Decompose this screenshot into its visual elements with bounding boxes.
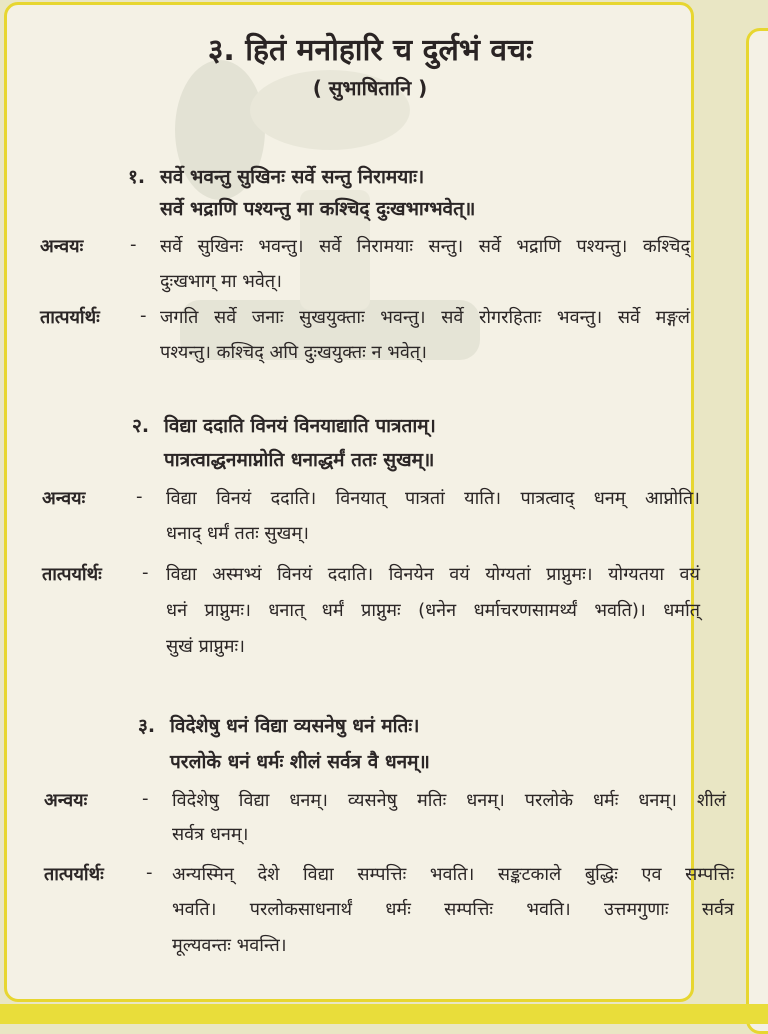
tatparya-line: विद्या अस्मभ्यं विनयं ददाति। विनयेन वयं योग्यतां प्राप्नुमः। योग्यतया वयं (166, 564, 700, 585)
label-dash: - (142, 562, 149, 583)
tatparya-line: भवति। परलोकसाधनार्थं धर्मः सम्पत्तिः भवति। उत्तमगुणाः सर्वत्र (172, 899, 734, 920)
tatparya-line: अन्यस्मिन् देशे विद्या सम्पत्तिः भवति। सङ्कटकाले बुद्धिः एव सम्पत्तिः (172, 864, 734, 885)
verse-line: विदेशेषु धनं विद्या व्यसनेषु धनं मतिः। (170, 715, 420, 737)
anvaya-line: धनाद् धर्मं ततः सुखम्। (166, 523, 309, 544)
tatparya-line: मूल्यवन्तः भवन्ति। (172, 935, 287, 956)
tatparya-label: तात्पर्यार्थः (42, 564, 102, 585)
tatparya-line: सुखं प्राप्नुमः। (166, 636, 245, 657)
verse-line: पात्रत्वाद्धनमाप्नोति धनाद्धर्मं ततः सुखम्॥ (164, 449, 435, 471)
label-dash: - (130, 234, 137, 255)
tatparya-line: जगति सर्वे जनाः सुखयुक्ताः भवन्तु। सर्वे रोगरहिताः भवन्तु। सर्वे मङ्गलं (160, 307, 690, 328)
label-dash: - (140, 305, 147, 326)
lesson-title: ३. हितं मनोहारि च दुर्लभं वचः (207, 33, 533, 68)
tatparya-label: तात्पर्यार्थः (40, 307, 100, 328)
label-dash: - (136, 486, 143, 507)
anvaya-label: अन्वयः (40, 236, 84, 257)
verse-line: परलोके धनं धर्मः शीलं सर्वत्र वै धनम्॥ (170, 751, 430, 773)
verse-number: २. (132, 415, 150, 437)
anvaya-label: अन्वयः (42, 488, 86, 509)
verse-line: सर्वे भवन्तु सुखिनः सर्वे सन्तु निरामयाः। (160, 166, 425, 188)
label-dash: - (142, 788, 149, 809)
anvaya-line: विद्या विनयं ददाति। विनयात् पात्रतां याति। पात्रत्वाद् धनम् आप्नोति। (166, 488, 700, 509)
tatparya-label: तात्पर्यार्थः (44, 864, 104, 885)
bottom-page-edge (0, 1004, 768, 1024)
label-dash: - (146, 862, 153, 883)
verse-line: विद्या ददाति विनयं विनयाद्याति पात्रताम्। (164, 415, 436, 437)
tatparya-line: पश्यन्तु। कश्चिद् अपि दुःखयुक्तः न भवेत्। (160, 342, 427, 363)
anvaya-label: अन्वयः (44, 790, 88, 811)
verse-number: ३. (138, 715, 156, 737)
verse-line: सर्वे भद्राणि पश्यन्तु मा कश्चिद् दुःखभाग्भवेत्॥ (160, 198, 476, 220)
adjacent-page-edge (746, 28, 768, 1034)
verse-number: १. (128, 166, 146, 188)
tatparya-line: धनं प्राप्नुमः। धनात् धर्मं प्राप्नुमः (धनेन धर्माचरणसामर्थ्यं भवति)। धर्मात् (166, 600, 700, 621)
anvaya-line: सर्वत्र धनम्। (172, 824, 249, 845)
anvaya-line: सर्वे सुखिनः भवन्तु। सर्वे निरामयाः सन्तु। सर्वे भद्राणि पश्यन्तु। कश्चिद् (160, 236, 690, 257)
anvaya-line: दुःखभाग् मा भवेत्। (160, 271, 282, 292)
lesson-subtitle: ( सुभाषितानि ) (312, 76, 428, 100)
anvaya-line: विदेशेषु विद्या धनम्। व्यसनेषु मतिः धनम्। परलोके धर्मः धनम्। शीलं (172, 790, 726, 811)
